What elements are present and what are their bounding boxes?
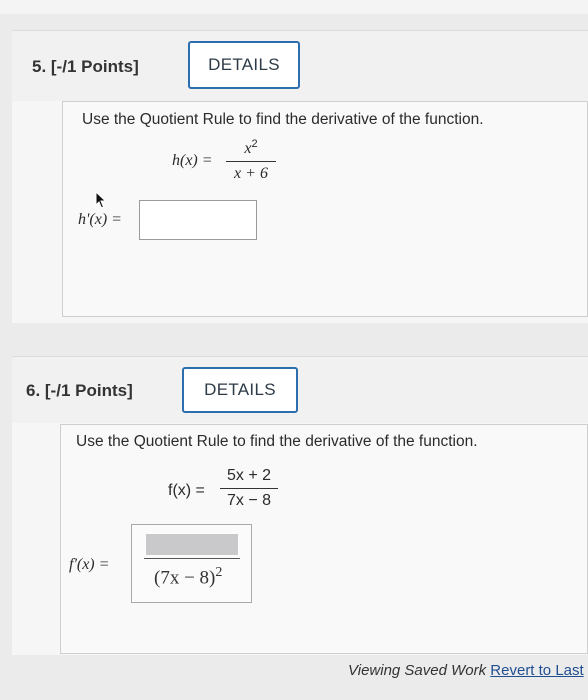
top-edge xyxy=(0,0,588,14)
question-6-fraction xyxy=(220,467,278,510)
details-label: DETAILS xyxy=(208,55,280,74)
question-6-answer-label: f'(x) = xyxy=(69,556,110,573)
question-5-header xyxy=(12,30,588,102)
question-6-prompt: Use the Quotient Rule to find the derivative of the function. xyxy=(76,433,478,450)
question-5-function-lhs: h(x) = xyxy=(172,152,213,169)
question-6-answer-box xyxy=(131,524,252,603)
question-5-answer-label: h'(x) = xyxy=(78,211,122,228)
footer-status: Viewing Saved Work Revert to Last xyxy=(348,662,584,679)
fraction-numerator: 5x + 2 xyxy=(226,467,272,484)
question-5-title: 5. [-/1 Points] xyxy=(32,57,139,76)
fraction-denominator: 7x − 8 xyxy=(226,492,272,509)
fraction-denominator: x + 6 xyxy=(234,165,268,182)
question-5-details-button[interactable] xyxy=(188,41,300,89)
fraction-bar xyxy=(226,161,276,162)
fraction-bar xyxy=(220,488,278,489)
question-6-title: 6. [-/1 Points] xyxy=(26,381,133,400)
fraction-bar xyxy=(144,558,240,559)
question-6-details-button[interactable] xyxy=(182,367,298,413)
fraction-numerator: $x^2$ xyxy=(244,138,258,157)
question-6-function-lhs: f(x) = xyxy=(168,482,205,499)
question-5-fraction xyxy=(226,138,276,183)
details-label: DETAILS xyxy=(204,380,276,399)
question-6-answer-denominator: $(7x - 8)^2$ xyxy=(154,565,223,589)
revert-link[interactable]: Revert to Last xyxy=(490,662,584,679)
mouse-cursor-icon xyxy=(95,191,107,209)
question-5-prompt: Use the Quotient Rule to find the derivative of the function. xyxy=(82,111,484,128)
question-6-numerator-input[interactable] xyxy=(146,534,238,555)
question-6-header xyxy=(12,356,588,424)
question-5-answer-input[interactable] xyxy=(139,200,257,240)
